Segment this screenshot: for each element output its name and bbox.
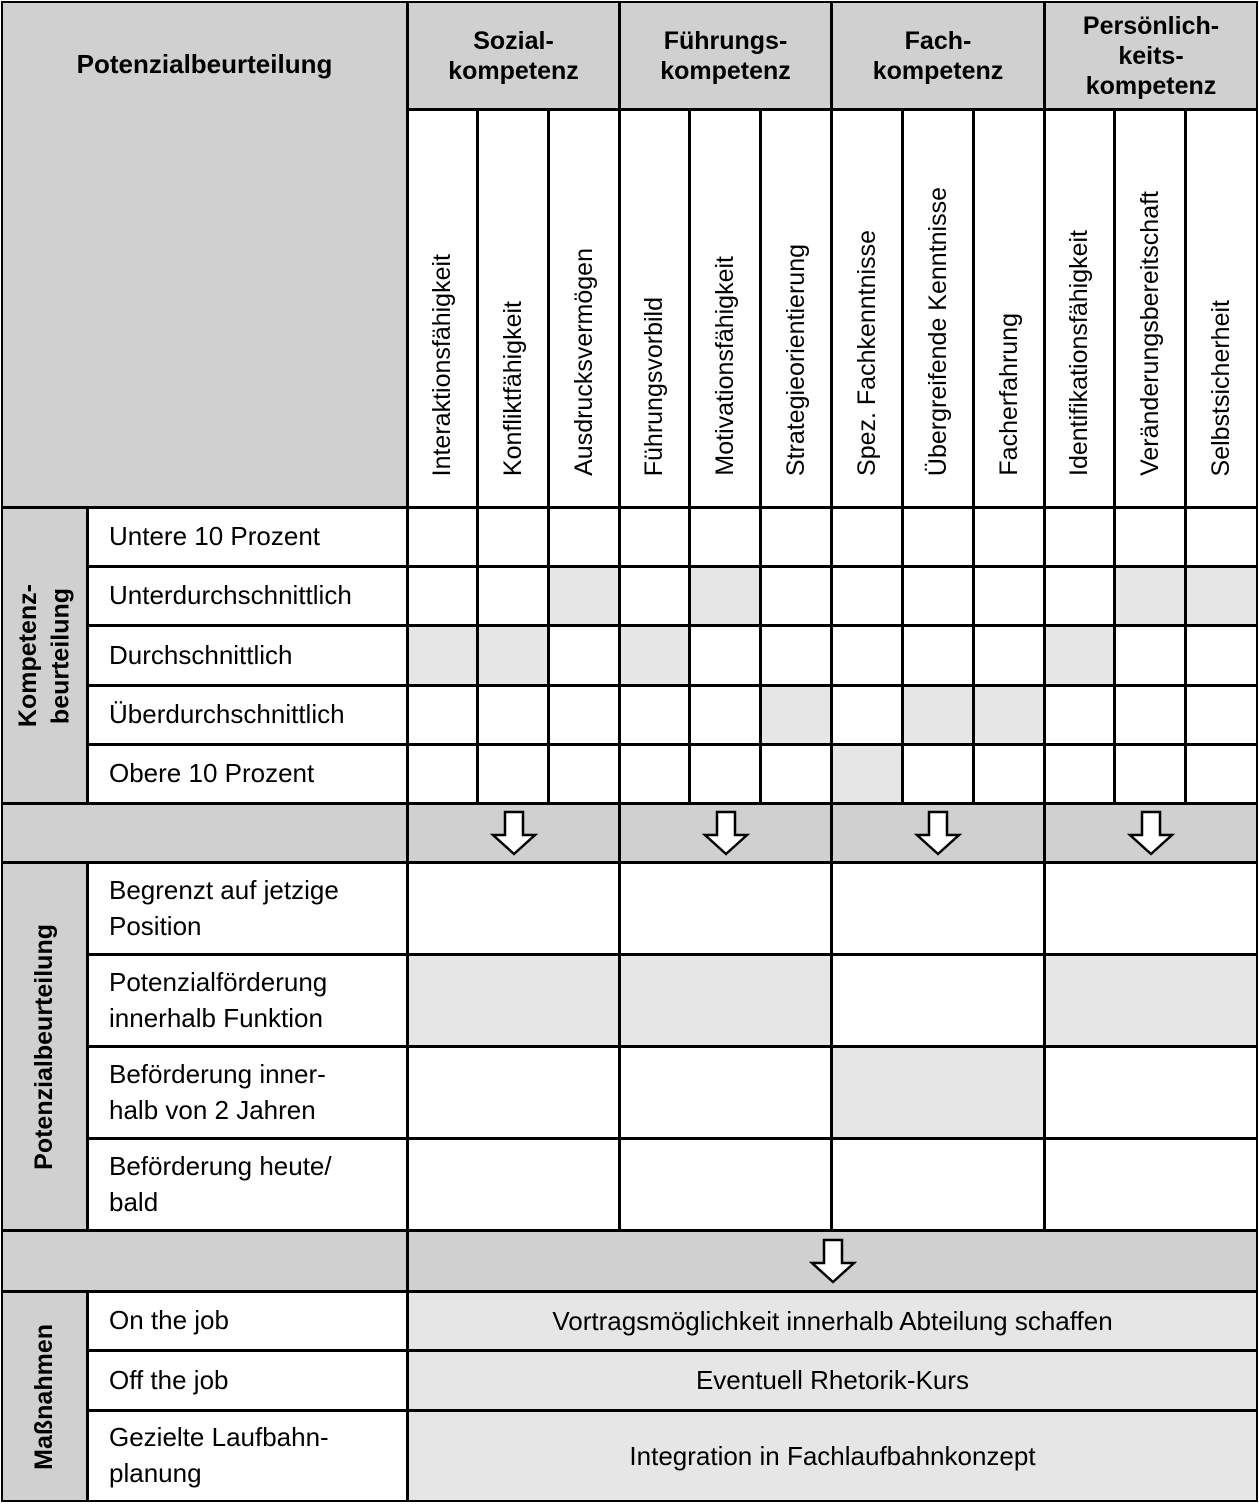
criterion-label: Konfliktfähigkeit <box>498 300 527 476</box>
group-label: Führungs- kompetenz <box>660 26 791 85</box>
rating-cell[interactable] <box>407 744 478 804</box>
rating-cell[interactable] <box>760 566 832 626</box>
potential-cell[interactable] <box>619 1138 832 1231</box>
criterion-header <box>689 109 761 508</box>
rating-cell[interactable] <box>1044 507 1115 567</box>
potential-cell[interactable] <box>619 1046 832 1139</box>
section-label: Maßnahmen <box>30 1323 59 1470</box>
criterion-label: Motivationsfähigkeit <box>710 256 739 476</box>
group-label: Persönlich- keits- kompetenz <box>1082 11 1220 100</box>
criterion-header <box>1185 109 1258 508</box>
measure-label-text: Gezielte Laufbahn- planung <box>109 1422 329 1488</box>
down-arrow-icon <box>913 809 963 857</box>
measure-label <box>87 1291 408 1351</box>
rating-cell[interactable] <box>548 625 620 686</box>
group-header <box>407 1 620 110</box>
potential-cell[interactable] <box>1044 1046 1258 1139</box>
rating-cell-selected[interactable] <box>548 566 620 626</box>
potential-cell[interactable] <box>831 862 1045 955</box>
measure-value-text: Eventuell Rhetorik-Kurs <box>695 1365 970 1395</box>
section-label: Potenzialbeurteilung <box>30 923 59 1170</box>
rating-cell[interactable] <box>902 625 974 686</box>
rating-cell[interactable] <box>477 566 549 626</box>
rating-cell-selected[interactable] <box>760 685 832 745</box>
row-label-text: Unterdurchschnittlich <box>109 580 352 611</box>
group-header <box>1044 1 1258 110</box>
rating-cell[interactable] <box>1114 507 1186 567</box>
row-label-text: Begrenzt auf jetzige Position <box>109 874 339 941</box>
criterion-header <box>477 109 549 508</box>
rating-cell[interactable] <box>902 744 974 804</box>
criterion-label: Interaktionsfähigkeit <box>428 253 456 476</box>
measure-value[interactable] <box>407 1350 1258 1411</box>
criterion-header <box>619 109 690 508</box>
table-title: Potenzialbeurteilung <box>76 49 333 79</box>
potential-cell[interactable] <box>831 954 1045 1047</box>
criterion-label: Veränderungsbereitschaft <box>1135 191 1164 476</box>
connector-cell <box>407 803 620 863</box>
rating-cell[interactable] <box>1044 744 1115 804</box>
down-arrow-icon <box>808 1237 858 1285</box>
rating-cell[interactable] <box>973 744 1045 804</box>
down-arrow-icon <box>701 809 751 857</box>
potential-cell[interactable] <box>619 862 832 955</box>
rating-cell[interactable] <box>548 685 620 745</box>
down-arrow-icon <box>1126 809 1176 857</box>
measure-value-text: Integration in Fachlaufbahnkonzept <box>629 1440 1036 1471</box>
group-header <box>619 1 832 110</box>
row-label <box>87 862 408 955</box>
criterion-label: Facherfahrung <box>994 313 1023 476</box>
rating-cell-selected[interactable] <box>407 625 478 686</box>
potential-cell-selected[interactable] <box>619 954 832 1047</box>
measure-label-text: Off the job <box>109 1364 229 1395</box>
connector-band <box>1 1230 408 1292</box>
criterion-label: Ausdrucksvermögen <box>569 248 598 476</box>
measure-label <box>87 1350 408 1411</box>
rating-cell[interactable] <box>407 685 478 745</box>
rating-cell[interactable] <box>407 566 478 626</box>
rating-cell[interactable] <box>1185 507 1258 567</box>
rating-cell-selected[interactable] <box>1114 566 1186 626</box>
rating-cell[interactable] <box>1185 685 1258 745</box>
rating-cell[interactable] <box>760 507 832 567</box>
row-label <box>87 954 408 1047</box>
potential-cell[interactable] <box>1044 1138 1258 1231</box>
rating-cell[interactable] <box>1114 685 1186 745</box>
row-label <box>87 1046 408 1139</box>
rating-cell[interactable] <box>477 685 549 745</box>
criterion-label: Selbstsicherheit <box>1207 299 1235 476</box>
measure-value[interactable] <box>407 1291 1258 1351</box>
group-header <box>831 1 1045 110</box>
potential-cell-selected[interactable] <box>1044 954 1258 1047</box>
criterion-label: Spez. Fachkenntnisse <box>852 230 881 476</box>
rating-cell-selected[interactable] <box>831 744 903 804</box>
criterion-header <box>760 109 832 508</box>
rating-cell[interactable] <box>1044 566 1115 626</box>
rating-cell[interactable] <box>973 566 1045 626</box>
rating-cell-selected[interactable] <box>1185 566 1258 626</box>
rating-cell[interactable] <box>689 685 761 745</box>
section-kompetenz <box>1 507 88 804</box>
row-label <box>87 744 408 804</box>
rating-cell[interactable] <box>831 507 903 567</box>
group-label: Fach- kompetenz <box>872 26 1004 85</box>
rating-cell[interactable] <box>1044 685 1115 745</box>
row-label-text: Beförderung inner- halb von 2 Jahren <box>109 1058 326 1125</box>
rating-cell-selected[interactable] <box>973 685 1045 745</box>
criterion-header <box>902 109 974 508</box>
section-label: Kompetenz- beurteilung <box>14 583 75 728</box>
row-label-text: Obere 10 Prozent <box>109 758 315 789</box>
down-arrow-icon <box>489 809 539 857</box>
rating-cell[interactable] <box>831 566 903 626</box>
rating-cell[interactable] <box>831 685 903 745</box>
rating-cell[interactable] <box>407 507 478 567</box>
potential-cell[interactable] <box>407 1046 620 1139</box>
row-label-text: Untere 10 Prozent <box>109 521 321 552</box>
rating-cell[interactable] <box>689 507 761 567</box>
rating-cell-selected[interactable] <box>902 685 974 745</box>
rating-cell-selected[interactable] <box>1044 625 1115 686</box>
table-title-cell <box>1 1 408 508</box>
row-label <box>87 625 408 686</box>
rating-cell[interactable] <box>760 625 832 686</box>
criterion-label: Übergreifende Kenntnisse <box>923 186 952 476</box>
rating-cell[interactable] <box>1185 625 1258 686</box>
connector-cell <box>1044 803 1258 863</box>
criterion-header <box>1114 109 1186 508</box>
row-label-text: Überdurchschnittlich <box>109 699 345 730</box>
measure-value[interactable] <box>407 1410 1258 1502</box>
potential-cell[interactable] <box>831 1138 1045 1231</box>
row-label-text: Durchschnittlich <box>109 639 293 670</box>
rating-cell[interactable] <box>1114 625 1186 686</box>
criterion-label: Führungsvorbild <box>640 296 668 476</box>
rating-cell[interactable] <box>548 744 620 804</box>
row-label <box>87 566 408 626</box>
criterion-header <box>973 109 1045 508</box>
rating-cell[interactable] <box>619 507 690 567</box>
row-label-text: Beförderung heute/ bald <box>109 1150 332 1217</box>
criterion-header <box>831 109 903 508</box>
criterion-label: Strategieorientierung <box>781 243 810 476</box>
row-label <box>87 507 408 567</box>
measure-value-text: Vortragsmöglichkeit innerhalb Abteilung schaffen <box>552 1305 1113 1336</box>
rating-cell[interactable] <box>1185 744 1258 804</box>
criterion-header <box>1044 109 1115 508</box>
rating-cell[interactable] <box>477 744 549 804</box>
connector-cell <box>407 1230 1258 1292</box>
section-potenzial <box>1 862 88 1231</box>
row-label <box>87 1138 408 1231</box>
connector-cell <box>619 803 832 863</box>
potential-cell[interactable] <box>407 862 620 955</box>
rating-cell[interactable] <box>689 744 761 804</box>
rating-cell[interactable] <box>1114 744 1186 804</box>
rating-cell[interactable] <box>902 566 974 626</box>
rating-cell[interactable] <box>619 744 690 804</box>
rating-cell[interactable] <box>619 566 690 626</box>
criterion-label: Identifikationsfähigkeit <box>1065 230 1093 476</box>
measure-label-text: On the job <box>109 1305 229 1336</box>
rating-cell-selected[interactable] <box>619 625 690 686</box>
criterion-header <box>548 109 620 508</box>
rating-cell-selected[interactable] <box>477 625 549 686</box>
rating-cell[interactable] <box>902 507 974 567</box>
section-massnahmen <box>1 1291 88 1502</box>
row-label-text: Potenzialförderung innerhalb Funktion <box>109 966 328 1033</box>
criterion-header <box>407 109 478 508</box>
rating-cell[interactable] <box>477 507 549 567</box>
potential-cell[interactable] <box>407 1138 620 1231</box>
potential-cell-selected[interactable] <box>831 1046 1045 1139</box>
potential-cell[interactable] <box>1044 862 1258 955</box>
group-label: Sozial- kompetenz <box>448 26 579 85</box>
potential-cell-selected[interactable] <box>407 954 620 1047</box>
rating-cell-selected[interactable] <box>689 566 761 626</box>
connector-cell <box>831 803 1045 863</box>
rating-cell[interactable] <box>973 625 1045 686</box>
rating-cell[interactable] <box>548 507 620 567</box>
rating-cell[interactable] <box>760 744 832 804</box>
rating-cell[interactable] <box>619 685 690 745</box>
rating-cell[interactable] <box>831 625 903 686</box>
rating-cell[interactable] <box>973 507 1045 567</box>
rating-cell[interactable] <box>689 625 761 686</box>
connector-band <box>1 803 408 863</box>
row-label <box>87 685 408 745</box>
measure-label <box>87 1410 408 1502</box>
